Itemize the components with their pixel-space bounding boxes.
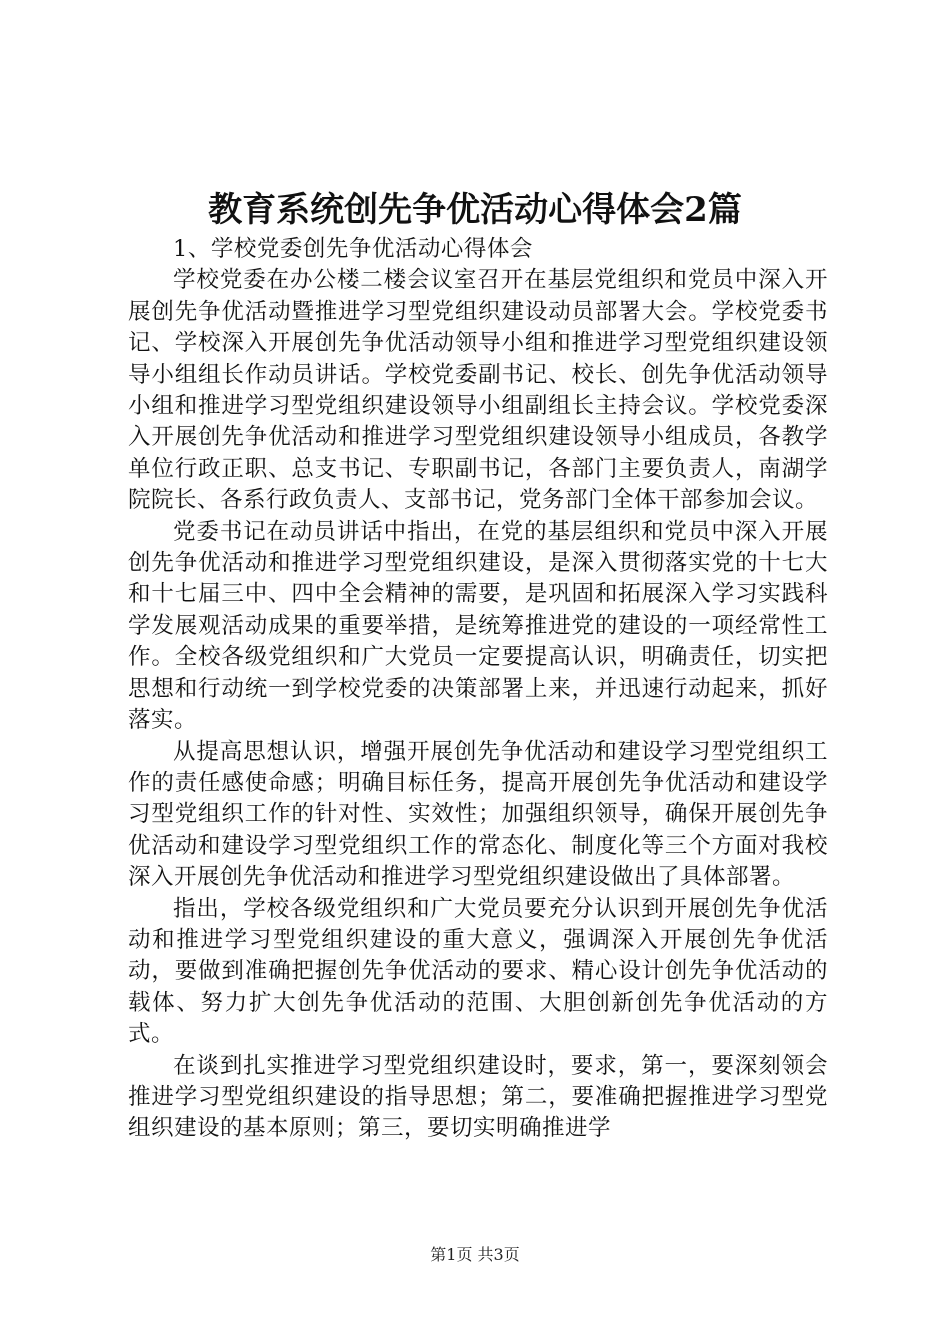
document-title: 教育系统创先争优活动心得体会2篇 [208, 190, 742, 230]
document-body [128, 234, 828, 1145]
paragraph: 党委书记在动员讲话中指出，在党的基层组织和党员中深入开展创先争优活动和推进学习型党组织建设，是深入贯彻落实党的十七大和十七届三中、四中全会精神的需要，是巩固和拓展深入学习实践科学发展观活动成果的重要举措，是统筹推进党的建设的一项经常性工作。全校各级党组织和广大党员一定要提高认识，明确责任，切实把思想和行动统一到学校党委的决策部署上来，并迅速行动起来，抓好落实。 [128, 518, 828, 734]
paragraph: 在谈到扎实推进学习型党组织建设时，要求，第一，要深刻领会推进学习型党组织建设的指导思想；第二，要准确把握推进学习型党组织建设的基本原则；第三，要切实明确推进学 [128, 1052, 828, 1142]
section-heading: 1、学校党委创先争优活动心得体会 [173, 236, 533, 262]
paragraph: 指出，学校各级党组织和广大党员要充分认识到开展创先争优活动和推进学习型党组织建设的重大意义，强调深入开展创先争优活动，要做到准确把握创先争优活动的要求、精心设计创先争优活动的载体、努力扩大创先争优活动的范围、大胆创新创先争优活动的方式。 [128, 895, 828, 1048]
paragraph: 学校党委在办公楼二楼会议室召开在基层党组织和党员中深入开展创先争优活动暨推进学习型党组织建设动员部署大会。学校党委书记、学校深入开展创先争优活动领导小组和推进学习型党组织建设领导小组组长作动员讲话。学校党委副书记、校长、创先争优活动领导小组和推进学习型党组织建设领导小组副组长主持会议。学校党委深入开展创先争优活动和推进学习型党组织建设领导小组成员，各教学单位行政正职、总支书记、专职副书记，各部门主要负责人，南湖学院院长、各系行政负责人、支部书记，党务部门全体干部参加会议。 [128, 267, 828, 514]
paragraph: 从提高思想认识，增强开展创先争优活动和建设学习型党组织工作的责任感使命感；明确目标任务，提高开展创先争优活动和建设学习型党组织工作的针对性、实效性；加强组织领导，确保开展创先争优活动和建设学习型党组织工作的常态化、制度化等三个方面对我校深入开展创先争优活动和推进学习型党组织建设做出了具体部署。 [128, 738, 828, 891]
page-number-footer: 第1页 共3页 [430, 1245, 520, 1264]
